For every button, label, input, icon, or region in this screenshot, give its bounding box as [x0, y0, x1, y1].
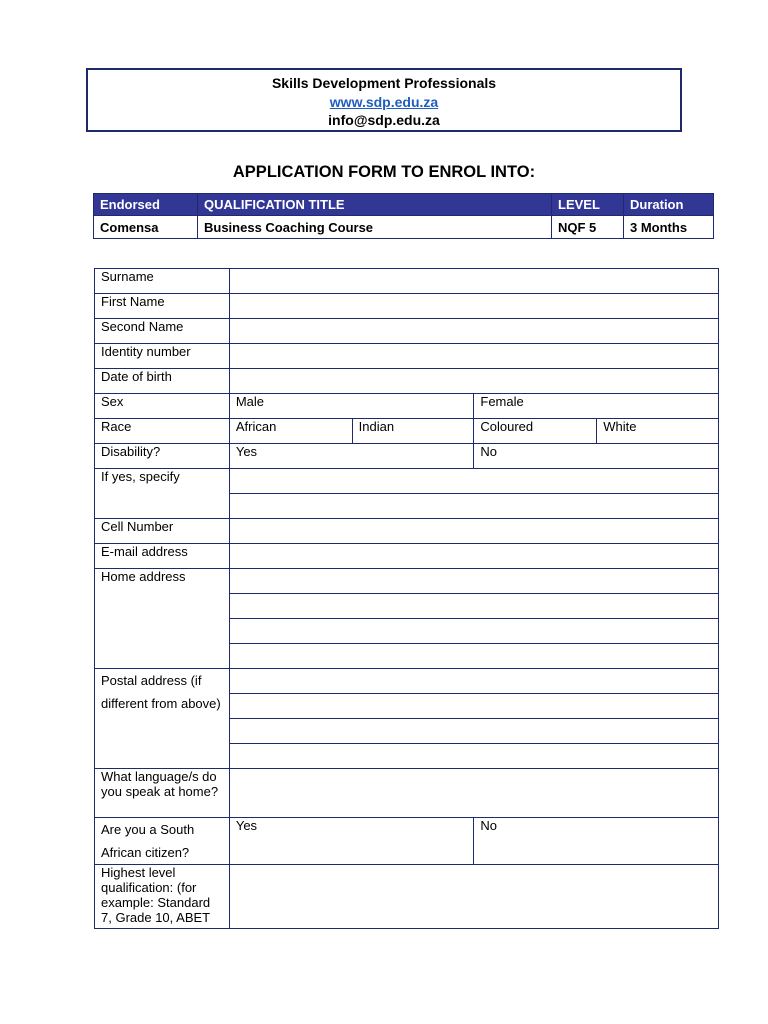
website-link[interactable]: www.sdp.edu.za	[329, 93, 439, 110]
option-disability-no[interactable]: No	[474, 444, 719, 469]
input-date-of-birth[interactable]	[229, 369, 718, 394]
input-home-address-4[interactable]	[229, 644, 718, 669]
option-race-coloured[interactable]: Coloured	[474, 419, 597, 444]
qualification-table	[93, 193, 714, 239]
cell-endorsed: Comensa	[94, 216, 198, 239]
option-race-white[interactable]: White	[597, 419, 719, 444]
input-postal-address-1[interactable]	[229, 669, 718, 694]
col-qualification-title: QUALIFICATION TITLE	[198, 194, 552, 216]
input-highest-qualification[interactable]	[229, 865, 718, 929]
label-first-name: First Name	[95, 294, 230, 319]
input-disability-specify-1[interactable]	[229, 469, 718, 494]
option-race-african[interactable]: African	[229, 419, 352, 444]
option-disability-yes[interactable]: Yes	[229, 444, 474, 469]
input-second-name[interactable]	[229, 319, 718, 344]
option-sex-male[interactable]: Male	[229, 394, 474, 419]
label-cell-number: Cell Number	[95, 519, 230, 544]
header-box	[86, 68, 682, 132]
col-duration: Duration	[624, 194, 714, 216]
input-home-address-2[interactable]	[229, 594, 718, 619]
input-postal-address-2[interactable]	[229, 694, 718, 719]
input-identity-number[interactable]	[229, 344, 718, 369]
col-endorsed: Endorsed	[94, 194, 198, 216]
label-home-address: Home address	[95, 569, 230, 669]
option-race-indian[interactable]: Indian	[352, 419, 474, 444]
form-title: APPLICATION FORM TO ENROL INTO:	[232, 163, 536, 181]
label-identity-number: Identity number	[95, 344, 230, 369]
option-citizen-yes[interactable]: Yes	[229, 818, 474, 865]
label-highest-qualification: Highest level qualification: (for example: Standard 7, Grade 10, ABET	[95, 865, 230, 929]
input-home-address-1[interactable]	[229, 569, 718, 594]
label-email-address: E-mail address	[95, 544, 230, 569]
input-surname[interactable]	[229, 269, 718, 294]
col-level: LEVEL	[552, 194, 624, 216]
option-sex-female[interactable]: Female	[474, 394, 719, 419]
input-postal-address-3[interactable]	[229, 719, 718, 744]
label-sex: Sex	[95, 394, 230, 419]
label-languages: What language/s do you speak at home?	[95, 769, 230, 818]
input-first-name[interactable]	[229, 294, 718, 319]
input-postal-address-4[interactable]	[229, 744, 718, 769]
label-race: Race	[95, 419, 230, 444]
input-cell-number[interactable]	[229, 519, 718, 544]
contact-email: info@sdp.edu.za	[328, 112, 440, 128]
cell-level: NQF 5	[552, 216, 624, 239]
input-home-address-3[interactable]	[229, 619, 718, 644]
applicant-form-table	[94, 268, 719, 929]
label-second-name: Second Name	[95, 319, 230, 344]
input-email-address[interactable]	[229, 544, 718, 569]
cell-duration: 3 Months	[624, 216, 714, 239]
label-postal-address: Postal address (if different from above)	[95, 669, 230, 769]
label-citizen: Are you a South African citizen?	[95, 818, 230, 865]
label-date-of-birth: Date of birth	[95, 369, 230, 394]
label-if-yes-specify: If yes, specify	[95, 469, 230, 519]
input-languages[interactable]	[229, 769, 718, 818]
option-citizen-no[interactable]: No	[474, 818, 719, 865]
input-disability-specify-2[interactable]	[229, 494, 718, 519]
cell-qualification-title: Business Coaching Course	[198, 216, 552, 239]
label-surname: Surname	[95, 269, 230, 294]
org-name: Skills Development Professionals	[271, 75, 497, 91]
label-disability: Disability?	[95, 444, 230, 469]
